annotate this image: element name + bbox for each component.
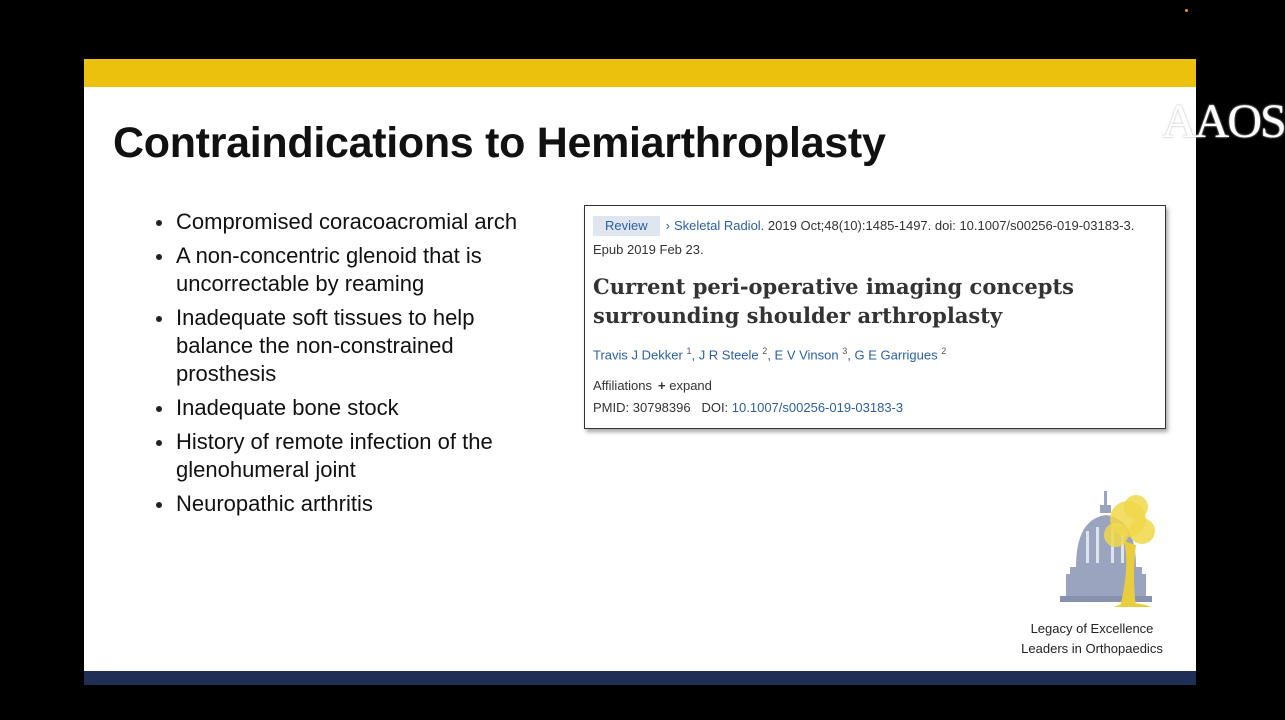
bullet-dot-icon [156, 316, 162, 322]
bullet-list [154, 208, 554, 524]
bullet-text: Inadequate soft tissues to help balance the non-constrained prosthesis [176, 305, 475, 386]
indicator-dot [1185, 9, 1188, 12]
chevron-right-icon: › [665, 218, 670, 233]
affiliations-label: Affiliations [593, 378, 653, 393]
doi-link[interactable]: 10.1007/s00256-019-03183-3 [731, 400, 904, 415]
epub-date: Epub 2019 Feb 23. [593, 242, 704, 257]
slide-title: Contraindications to Hemiarthroplasty [113, 119, 886, 167]
review-badge[interactable]: Review [593, 216, 660, 236]
author-affiliation-number[interactable]: 3 [842, 346, 848, 356]
expand-link[interactable]: expand [669, 378, 712, 393]
author-link[interactable]: E V Vinson [774, 347, 839, 363]
bullet-dot-icon [156, 440, 162, 446]
author-list: Travis J Dekker $^1$, J R Steele $^2$, E V Vinson $^3$, G E Garrigues $^2$ [593, 346, 947, 363]
article-meta [593, 214, 1153, 262]
author-link[interactable]: Travis J Dekker [593, 347, 683, 363]
bullet-dot-icon [156, 406, 162, 412]
article-identifiers [593, 400, 903, 415]
author-affiliation-number[interactable]: 1 [686, 346, 692, 356]
bullet-item [154, 394, 554, 422]
bullet-text: Compromised coracoacromial arch [176, 209, 518, 234]
bullet-text: History of remote infection of the glenohumeral joint [176, 429, 493, 482]
navy-footer-bar [84, 671, 1196, 685]
citation-text: 2019 Oct;48(10):1485-1497. doi: 10.1007/s00256-019-03183-3. [767, 218, 1135, 233]
pmid-value: 30798396 [632, 400, 691, 415]
aaos-logo: AAOS [1162, 95, 1285, 148]
gold-header-bar [84, 59, 1196, 87]
capitol-dome-tree-emblem-icon [1056, 489, 1156, 614]
bullet-item [154, 208, 554, 236]
affiliations-row[interactable] [593, 378, 712, 393]
article-citation-card [584, 205, 1166, 429]
bullet-text: A non-concentric glenoid that is uncorrectable by reaming [176, 243, 482, 296]
bullet-text: Inadequate bone stock [176, 395, 399, 420]
author-affiliation-number[interactable]: 2 [941, 346, 947, 356]
author-link[interactable]: J R Steele [698, 347, 759, 363]
bullet-dot-icon [156, 502, 162, 508]
author-link[interactable]: G E Garrigues [854, 347, 938, 363]
author-affiliation-number[interactable]: 2 [762, 346, 768, 356]
bullet-item [154, 428, 554, 484]
plus-icon: + [658, 378, 666, 393]
journal-link[interactable]: Skeletal Radiol. [673, 218, 765, 233]
bullet-text: Neuropathic arthritis [176, 491, 373, 516]
pmid-label: PMID: [593, 400, 630, 415]
tagline-line-2: Leaders in Orthopaedics [1021, 641, 1163, 656]
doi-label: DOI: [701, 400, 729, 415]
article-title: Current peri-operative imaging concepts surrounding shoulder arthroplasty [593, 274, 1074, 328]
bullet-dot-icon [156, 254, 162, 260]
tagline-line-1: Legacy of Excellence [1030, 621, 1154, 636]
bullet-item [154, 490, 554, 518]
bullet-dot-icon [156, 220, 162, 226]
footer-tagline [1002, 619, 1182, 659]
bullet-item [154, 242, 554, 298]
slide [84, 59, 1285, 685]
bullet-item [154, 304, 554, 388]
